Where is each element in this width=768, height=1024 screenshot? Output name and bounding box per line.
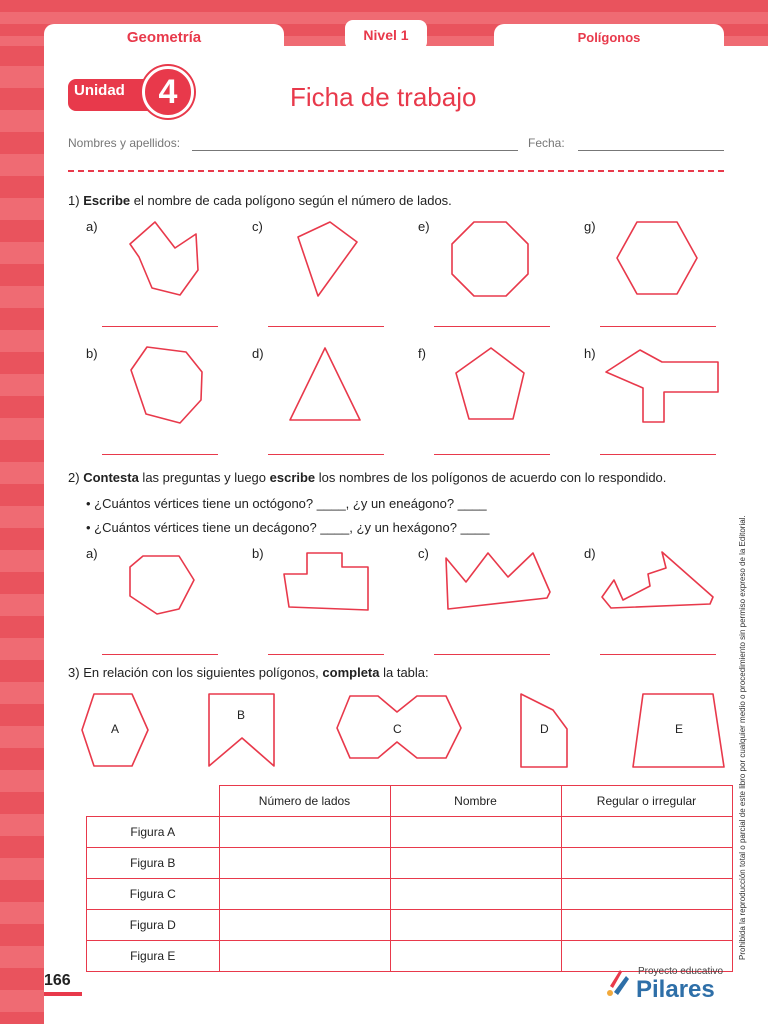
label-1d: d) <box>252 346 264 361</box>
answer-line-1b[interactable] <box>102 454 218 455</box>
table-header-sides: Número de lados <box>219 786 390 817</box>
question-1-text: el nombre de cada polígono según el número de lados. <box>130 193 452 208</box>
table-cell[interactable] <box>390 879 561 910</box>
table-cell[interactable] <box>390 848 561 879</box>
question-3-pre: En relación con los siguientes polígonos, <box>83 665 323 680</box>
shape-1e-octagon <box>452 222 528 296</box>
question-2-bullet-1: • ¿Cuántos vértices tiene un octógono? ____, ¿y un eneágono? ____ <box>86 496 487 511</box>
table-cell[interactable] <box>561 848 732 879</box>
shape-1c-quadrilateral <box>298 222 357 296</box>
table-row <box>87 848 733 879</box>
table-cell[interactable] <box>561 879 732 910</box>
shape-2a-hexagon <box>130 556 194 614</box>
question-3 <box>68 665 429 680</box>
answer-line-1h[interactable] <box>600 454 716 455</box>
table-cell[interactable] <box>219 941 390 972</box>
table-cell[interactable] <box>219 817 390 848</box>
question-2-bullet-1-text: ¿Cuántos vértices tiene un octógono? ____, ¿y un eneágono? ____ <box>94 496 487 511</box>
brand-tagline: Proyecto educativo <box>638 966 724 977</box>
label-1c: c) <box>252 219 263 234</box>
table-row-label: Figura C <box>87 879 220 910</box>
shape-3a-letter: A <box>111 722 120 736</box>
label-2b: b) <box>252 546 264 561</box>
shape-3b-notched <box>209 694 274 766</box>
question-2-bullet-2-text: ¿Cuántos vértices tiene un decágono? ____, ¿y un hexágono? ____ <box>94 520 490 535</box>
question-3-number: 3) <box>68 665 80 680</box>
table-header-name: Nombre <box>390 786 561 817</box>
name-label: Nombres y apellidos: <box>68 136 181 150</box>
table-cell[interactable] <box>219 848 390 879</box>
table-cell[interactable] <box>390 941 561 972</box>
question-2-text: los nombres de los polígonos de acuerdo con lo respondido. <box>315 470 667 485</box>
subject-tab: Geometría <box>44 24 284 50</box>
level-tab: Nivel 1 <box>345 20 427 50</box>
table-header-row <box>87 786 733 817</box>
table-row-label: Figura B <box>87 848 220 879</box>
page-number: 166 <box>44 972 71 989</box>
label-2d: d) <box>584 546 596 561</box>
unit-number: 4 <box>142 66 194 118</box>
question-2 <box>68 470 666 485</box>
label-1f: f) <box>418 346 426 361</box>
answer-line-1c[interactable] <box>268 326 384 327</box>
table-row-label: Figura E <box>87 941 220 972</box>
shape-3b-letter: B <box>237 708 246 722</box>
shape-1b-heptagon <box>131 347 202 423</box>
table-cell[interactable] <box>219 879 390 910</box>
label-1b: b) <box>86 346 98 361</box>
table-row <box>87 910 733 941</box>
shape-1f-pentagon <box>456 348 524 419</box>
label-1g: g) <box>584 219 596 234</box>
shape-3d-letter: D <box>540 722 549 736</box>
brand-name: Pilares <box>636 976 715 1003</box>
shape-3e-letter: E <box>675 722 684 736</box>
question-1-verb: Escribe <box>83 193 131 208</box>
shape-1d-triangle <box>290 348 360 420</box>
topic-tab: Polígonos <box>494 24 724 50</box>
answer-line-2c[interactable] <box>434 654 550 655</box>
table-row <box>87 941 733 972</box>
table-cell[interactable] <box>390 817 561 848</box>
shape-3c-letter: C <box>393 722 402 736</box>
copyright-notice: Prohibida la reproducción total o parcial de este libro por cualquier medio o procedimiento sin permiso expreso de la Editorial. <box>738 515 747 960</box>
question-2-bullet-2: • ¿Cuántos vértices tiene un decágono? ____, ¿y un hexágono? ____ <box>86 520 490 535</box>
question-2-verb-2: escribe <box>269 470 316 485</box>
label-1h: h) <box>584 346 596 361</box>
label-2a: a) <box>86 546 98 561</box>
answer-line-1f[interactable] <box>434 454 550 455</box>
page-number-bar <box>44 992 82 996</box>
table-row-label: Figura D <box>87 910 220 941</box>
answer-table <box>86 785 733 972</box>
table-cell[interactable] <box>561 817 732 848</box>
shape-1g-hexagon <box>617 222 697 294</box>
label-1a: a) <box>86 219 98 234</box>
shape-1h-irregular <box>606 350 718 422</box>
answer-line-1d[interactable] <box>268 454 384 455</box>
answer-line-2b[interactable] <box>268 654 384 655</box>
question-2-verb-1: Contesta <box>83 470 139 485</box>
label-1e: e) <box>418 219 430 234</box>
pilares-logo-icon <box>604 966 634 998</box>
date-label: Fecha: <box>528 136 565 150</box>
answer-line-2d[interactable] <box>600 654 716 655</box>
table-cell[interactable] <box>219 910 390 941</box>
table-row-label: Figura A <box>87 817 220 848</box>
shape-1a-irregular <box>130 222 198 295</box>
table-cell[interactable] <box>561 910 732 941</box>
answer-line-2a[interactable] <box>102 654 218 655</box>
question-3-text: la tabla: <box>379 665 429 680</box>
question-3-verb: completa <box>322 665 380 680</box>
table-row <box>87 817 733 848</box>
answer-line-1g[interactable] <box>600 326 716 327</box>
question-2-mid: las preguntas y luego <box>138 470 270 485</box>
question-1-number: 1) <box>68 193 80 208</box>
unit-label: Unidad <box>74 82 125 99</box>
answer-line-1a[interactable] <box>102 326 218 327</box>
table-row <box>87 879 733 910</box>
shape-2b-irregular <box>284 553 368 610</box>
table-cell[interactable] <box>390 910 561 941</box>
question-2-number: 2) <box>68 470 80 485</box>
label-2c: c) <box>418 546 429 561</box>
table-corner-cell <box>87 786 220 817</box>
table-header-regular: Regular o irregular <box>561 786 732 817</box>
shape-2d-irregular <box>602 552 713 608</box>
page-title: Ficha de trabajo <box>290 82 477 112</box>
answer-line-1e[interactable] <box>434 326 550 327</box>
shape-2c-irregular <box>446 553 550 609</box>
